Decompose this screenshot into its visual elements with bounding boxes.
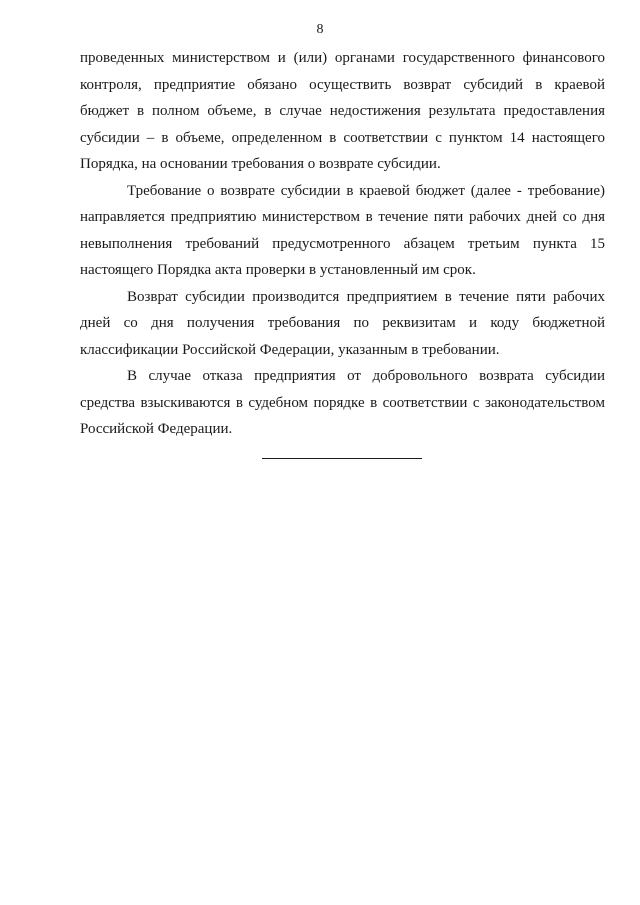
text-line: Российской Федерации. (80, 421, 233, 437)
text-line: классификации Российской Федерации, указанным в требовании. (80, 341, 500, 358)
text-line: невыполнения требований предусмотренного абзацем третьим пункта 15 (80, 235, 605, 252)
paragraph (80, 178, 605, 284)
text-line: контроля, предприятие обязано осуществить возврат субсидий в краевой (80, 76, 605, 93)
end-of-document-rule (262, 458, 422, 459)
paragraph (80, 45, 605, 178)
text-line: средства взыскиваются в судебном порядке в соответствии с законодательством (80, 394, 605, 411)
paragraph (80, 284, 605, 364)
page-number: 8 (316, 22, 324, 37)
document-body (80, 45, 605, 443)
text-line: Возврат субсидии производится предприятием в течение пяти рабочих (127, 288, 605, 305)
text-line: Порядка, на основании требования о возврате субсидии. (80, 156, 441, 172)
text-line: бюджет в полном объеме, в случае недостижения результата предоставления (80, 103, 605, 119)
text-line: В случае отказа предприятия от добровольного возврата субсидии (127, 368, 605, 384)
text-line: настоящего Порядка акта проверки в установленный им срок. (80, 262, 476, 278)
text-line: направляется предприятию министерством в течение пяти рабочих дней со дня (80, 209, 605, 225)
text-line: Требование о возврате субсидии в краевой бюджет (далее - требование) (127, 182, 605, 199)
text-line: дней со дня получения требования по реквизитам и коду бюджетной (80, 315, 605, 331)
paragraph (80, 363, 605, 443)
text-line: субсидии – в объеме, определенном в соответствии с пунктом 14 настоящего (80, 129, 605, 146)
text-line: проведенных министерством и (или) органами государственного финансового (80, 50, 605, 66)
